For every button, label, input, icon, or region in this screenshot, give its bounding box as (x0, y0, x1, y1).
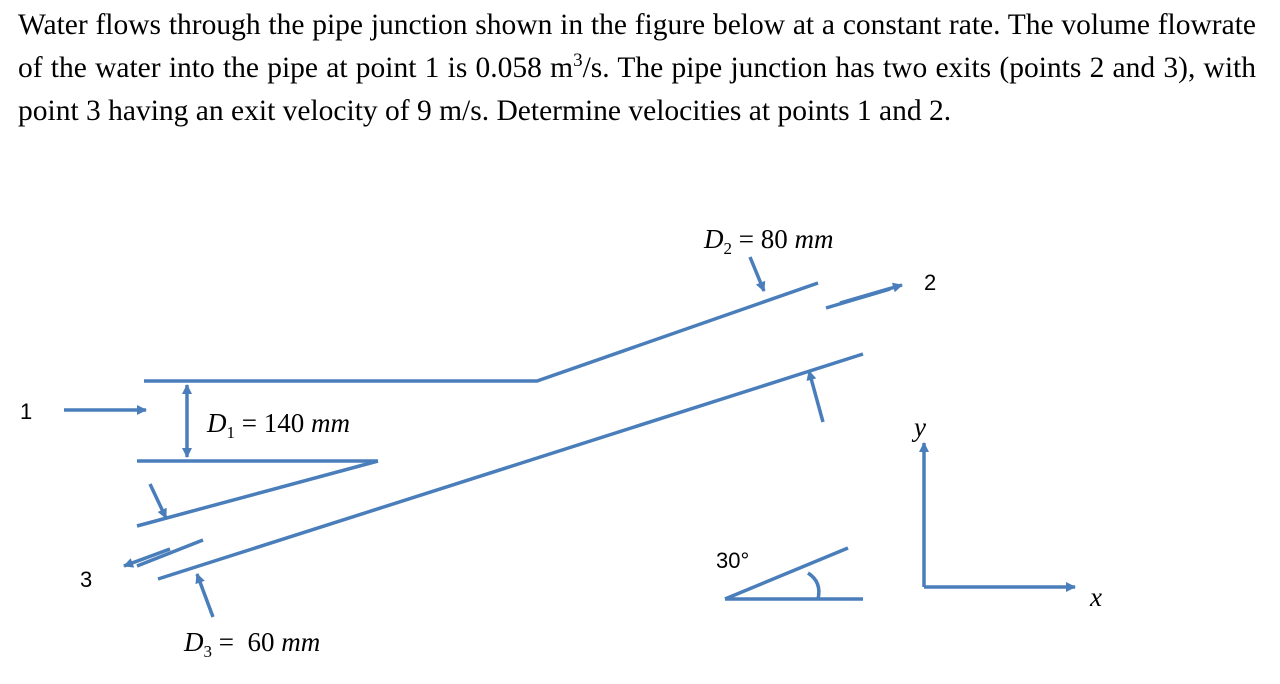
angle-arc (808, 573, 819, 599)
d3-label: $D_3 = 60$ mm (184, 627, 321, 661)
outlet-2-flow-arrow (840, 285, 902, 303)
d1-label: $D_1 = 140$ mm (207, 408, 350, 442)
d2-label: $D_2 = 80$ mm (704, 224, 834, 258)
d2-leader-arrow (750, 257, 764, 291)
main-pipe-top-wall (144, 283, 818, 381)
branch-pipe-inner-wall (137, 461, 378, 526)
d3-upper-leader-arrow (150, 484, 166, 518)
flow-arrows (64, 285, 902, 566)
problem-text-part1: Water flows through the pipe junction shown in the figure below at a constant rate. The volume flowrate of the water into the pipe at point 1 is 0.058 m (18, 9, 1256, 84)
y-axis-label: y (914, 412, 926, 442)
d3-lower-leader-arrow (197, 574, 213, 617)
x-axis-label: x (1090, 582, 1102, 612)
point-1-label: 1 (20, 399, 33, 424)
outlet-3-wall-segment (137, 540, 203, 566)
angle-label: 30° (716, 548, 750, 573)
outer-lower-pipe-wall (158, 354, 863, 579)
d2-lower-leader-arrow (809, 371, 823, 422)
coordinate-axes (924, 443, 1075, 587)
cubic-exponent: 3 (573, 50, 583, 72)
point-3-label: 3 (80, 567, 93, 592)
point-2-label: 2 (924, 270, 937, 295)
problem-text-part2: /s. The pipe junction has two exits (points 2 and 3), with point 3 having an exit velocity of 9 m/s. Determine velocities at points 1 and 2. (18, 52, 1257, 127)
